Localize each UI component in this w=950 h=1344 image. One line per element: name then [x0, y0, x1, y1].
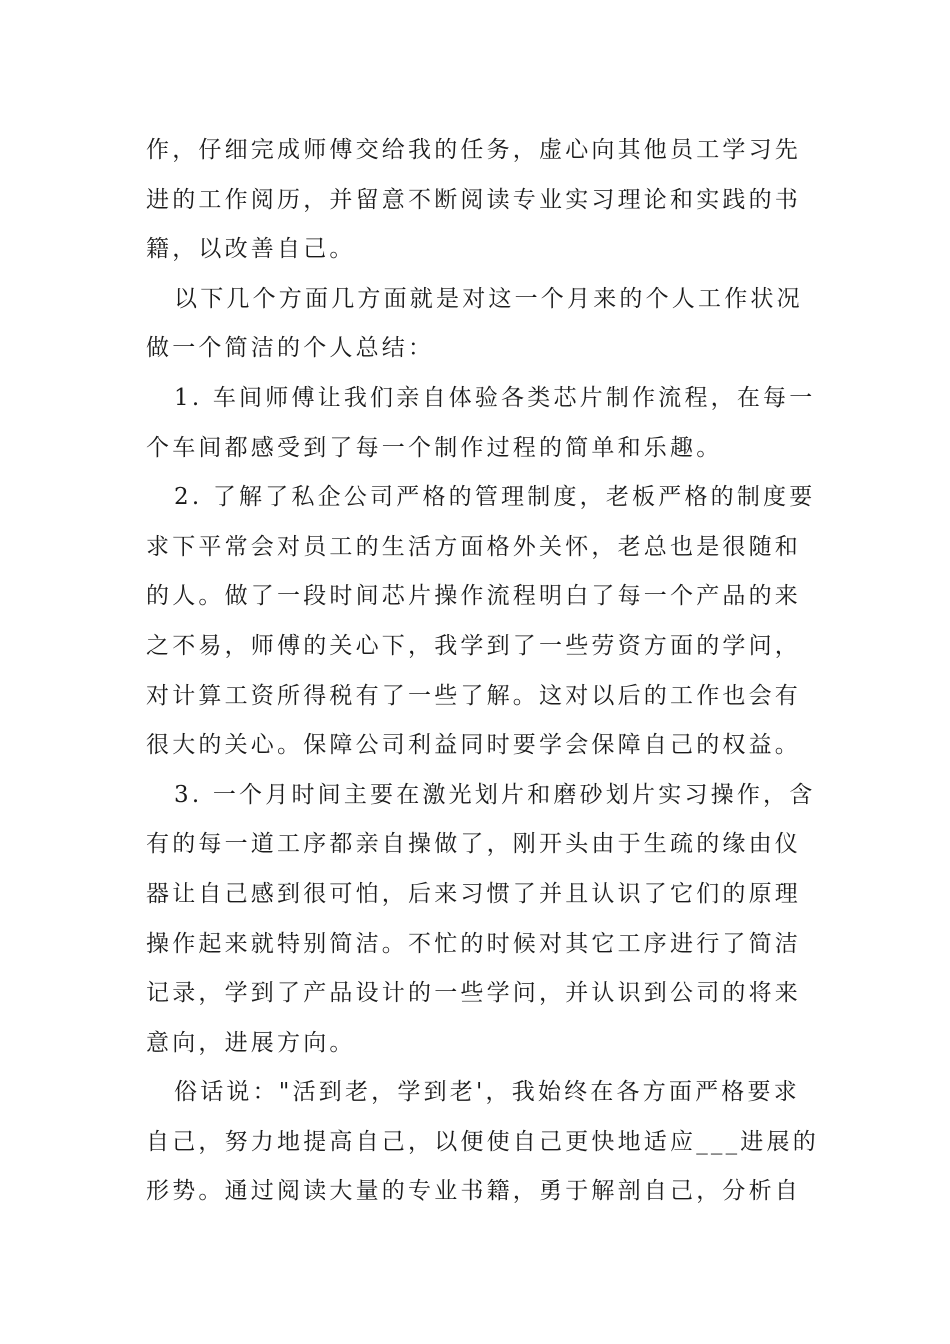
paragraph-1: [146, 126, 812, 275]
text-line: 操作起来就特别简洁。不忙的时候对其它工序进行了简洁: [146, 930, 801, 957]
text-line: 俗话说："活到老，学到老'，我始终在各方面严格要求: [174, 1079, 800, 1106]
text-line: 自己，努力地提高自己，以便使自己更快地适应___进展的: [146, 1128, 819, 1155]
paragraph-closing: [146, 1068, 819, 1217]
text-line: 进的工作阅历，并留意不断阅读专业实习理论和实践的书: [146, 186, 801, 213]
text-line: 很大的关心。保障公司利益同时要学会保障自己的权益。: [146, 732, 801, 759]
text-line: 个车间都感受到了每一个制作过程的简单和乐趣。: [146, 434, 723, 461]
paragraph-item-2: [146, 473, 816, 771]
text-line: 作，仔细完成师傅交给我的任务，虚心向其他员工学习先: [146, 137, 801, 163]
text-line: 3. 一个月时间主要在激光划片和磨砂划片实习操作，含: [174, 781, 816, 808]
paragraph-item-3: [146, 771, 816, 1069]
text-line: 求下平常会对员工的生活方面格外关怀，老总也是很随和: [146, 533, 801, 560]
text-line: 1. 车间师傅让我们亲自体验各类芯片制作流程，在每一: [174, 384, 816, 411]
text-line: 籍，以改善自己。: [146, 236, 356, 263]
text-line: 对计算工资所得税有了一些了解。这对以后的工作也会有: [146, 682, 801, 709]
text-line: 以下几个方面几方面就是对这一个月来的个人工作状况: [174, 285, 803, 312]
document-body: [146, 126, 819, 1217]
paragraph-item-1: [146, 374, 816, 473]
text-line: 器让自己感到很可怕，后来习惯了并且认识了它们的原理: [146, 880, 801, 907]
text-line: 意向，进展方向。: [146, 1029, 356, 1056]
text-line: 的人。做了一段时间芯片操作流程明白了每一个产品的来: [146, 583, 801, 610]
text-line: 之不易，师傅的关心下，我学到了一些劳资方面的学问，: [146, 632, 801, 659]
text-line: 有的每一道工序都亲自操做了，刚开头由于生疏的缘由仪: [146, 831, 801, 858]
text-line: 形势。通过阅读大量的专业书籍，勇于解剖自己，分析自: [146, 1178, 801, 1205]
text-line: 记录，学到了产品设计的一些学问，并认识到公司的将来: [146, 980, 801, 1007]
text-line: 做一个简洁的个人总结：: [146, 335, 435, 362]
text-line: 2. 了解了私企公司严格的管理制度，老板严格的制度要: [174, 484, 816, 511]
paragraph-2: [146, 275, 812, 374]
